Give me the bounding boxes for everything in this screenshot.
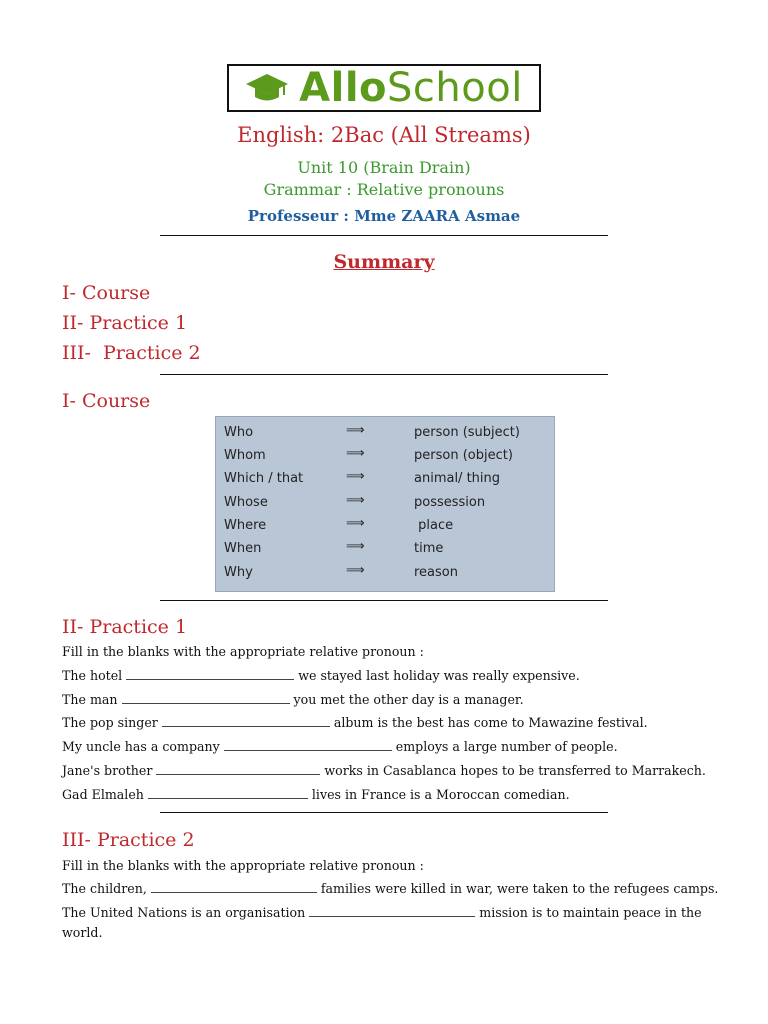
arrow-icon: ⟹ — [346, 423, 365, 438]
arrow-icon: ⟹ — [346, 516, 365, 531]
grammar-title: Grammar : Relative pronouns — [263, 180, 505, 199]
exercise-sentence: The United Nations is an organisation mission is to maintain peace in the — [62, 905, 702, 920]
table-row: Where ⟹ place — [224, 516, 454, 533]
divider — [160, 374, 608, 375]
table-row: Why ⟹ reason — [224, 563, 458, 580]
answer-blank[interactable] — [122, 693, 290, 704]
relative-pronoun-table — [215, 416, 555, 592]
answer-blank[interactable] — [309, 906, 475, 917]
arrow-icon: ⟹ — [346, 446, 365, 461]
logo-text: AlloSchool — [299, 65, 523, 111]
summary-item: I- Course — [62, 282, 151, 304]
answer-blank[interactable] — [126, 669, 294, 680]
answer-blank[interactable] — [162, 716, 330, 727]
course-title: English: 2Bac (All Streams) — [237, 123, 531, 147]
answer-blank[interactable] — [148, 788, 308, 799]
practice2-instruction: Fill in the blanks with the appropriate relative pronoun : — [62, 858, 424, 873]
divider — [160, 812, 608, 813]
practice1-heading: II- Practice 1 — [62, 616, 188, 638]
exercise-sentence: The children, families were killed in war, were taken to the refugees camps. — [62, 881, 719, 896]
arrow-icon: ⟹ — [346, 563, 365, 578]
answer-blank[interactable] — [156, 764, 320, 775]
arrow-icon: ⟹ — [346, 539, 365, 554]
alloschool-logo[interactable] — [227, 64, 541, 112]
arrow-icon: ⟹ — [346, 493, 365, 508]
divider — [160, 600, 608, 601]
exercise-sentence: The man you met the other day is a manager. — [62, 692, 524, 707]
summary-item: II- Practice 1 — [62, 312, 188, 334]
table-row: Who ⟹ person (subject) — [224, 423, 520, 440]
practice1-instruction: Fill in the blanks with the appropriate relative pronoun : — [62, 644, 424, 659]
professor-name: Professeur : Mme ZAARA Asmae — [247, 207, 521, 225]
course-heading: I- Course — [62, 390, 151, 412]
table-row: Whom ⟹ person (object) — [224, 446, 513, 463]
graduation-cap-icon — [245, 72, 289, 104]
table-row: Whose ⟹ possession — [224, 493, 486, 510]
exercise-sentence: The pop singer album is the best has come to Mawazine festival. — [62, 715, 648, 730]
summary-heading: Summary — [333, 251, 435, 273]
unit-title: Unit 10 (Brain Drain) — [297, 158, 471, 177]
exercise-sentence-continuation: world. — [62, 925, 103, 940]
divider — [160, 235, 608, 236]
exercise-sentence: Gad Elmaleh lives in France is a Moroccan comedian. — [62, 787, 570, 802]
exercise-sentence: The hotel we stayed last holiday was really expensive. — [62, 668, 580, 683]
summary-item: III- Practice 2 — [62, 342, 201, 364]
answer-blank[interactable] — [224, 740, 392, 751]
exercise-sentence: Jane's brother works in Casablanca hopes to be transferred to Marrakech. — [62, 763, 706, 778]
exercise-sentence: My uncle has a company employs a large number of people. — [62, 739, 618, 754]
answer-blank[interactable] — [151, 882, 317, 893]
table-row: Which / that ⟹ animal/ thing — [224, 469, 501, 486]
table-row: When ⟹ time — [224, 539, 444, 556]
practice2-heading: III- Practice 2 — [62, 829, 195, 851]
arrow-icon: ⟹ — [346, 469, 365, 484]
